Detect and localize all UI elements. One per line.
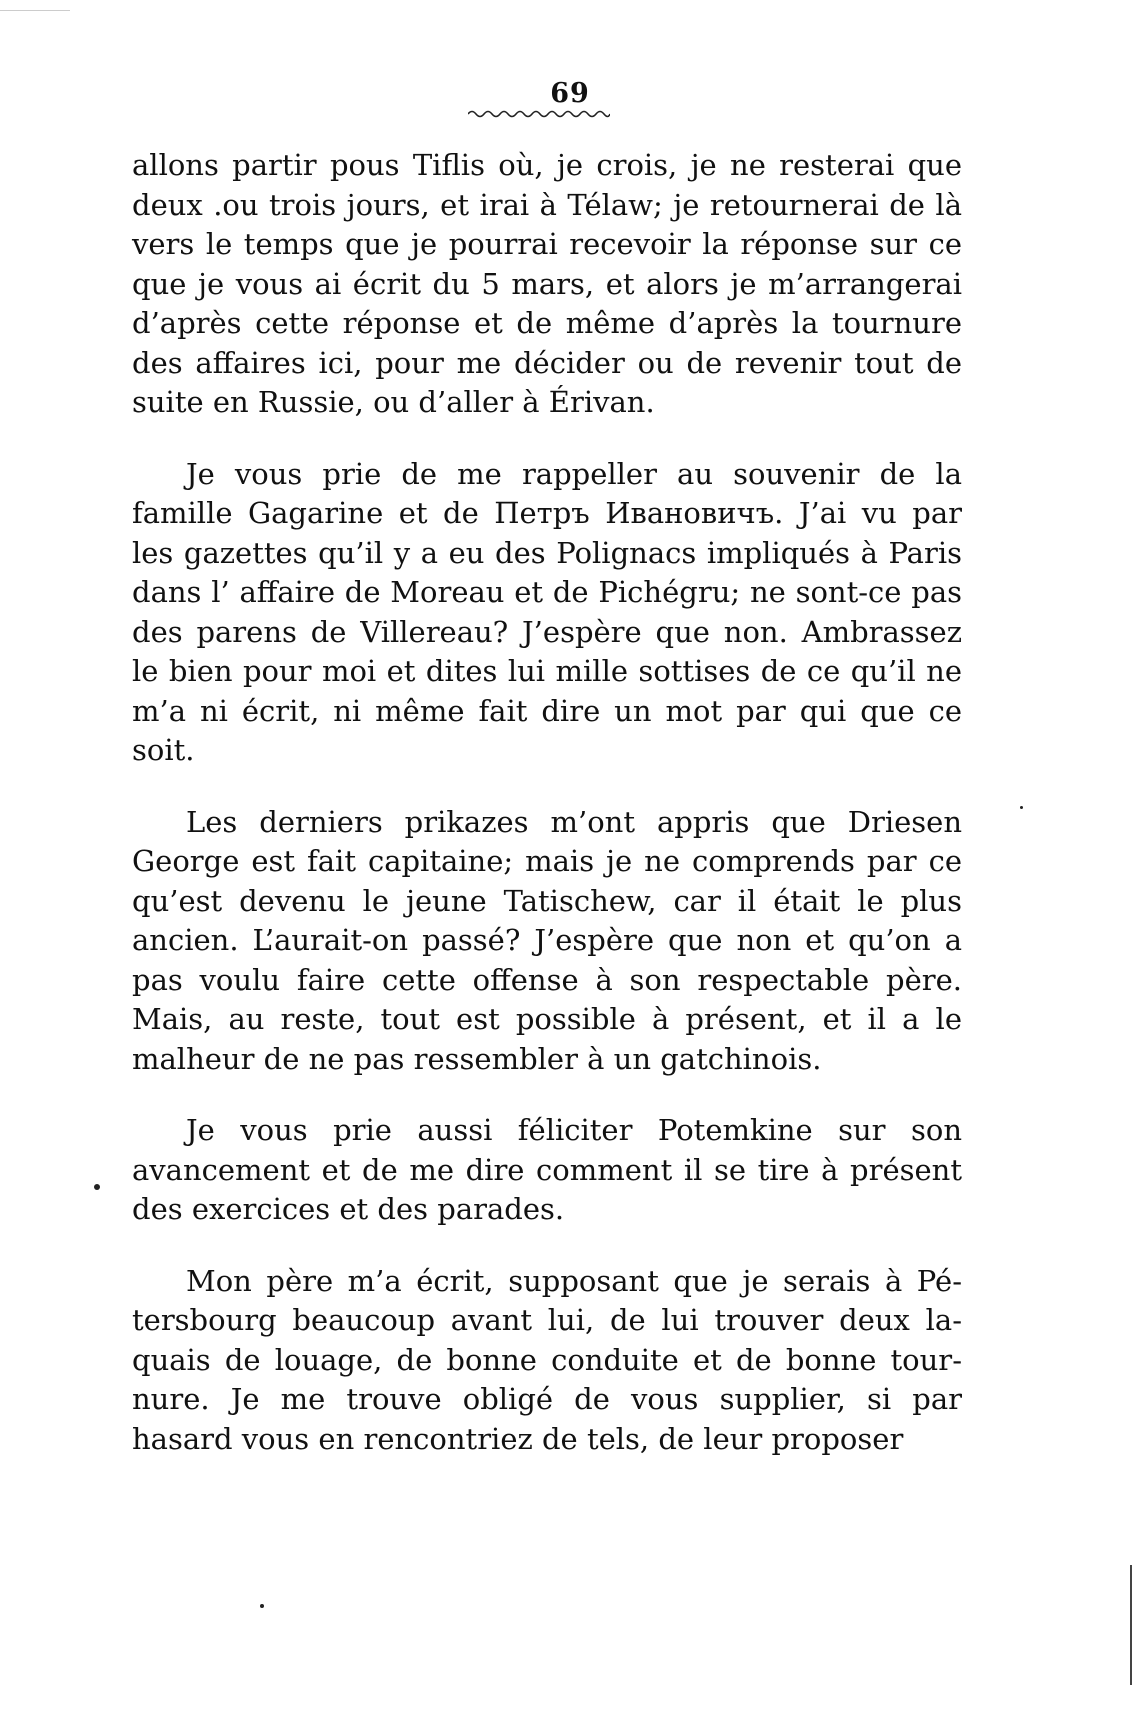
wavy-rule-ornament	[468, 107, 610, 121]
paragraph-5: Mon père m’a écrit, supposant que je serais à Pétersbourg beaucoup avant lui, de lui trouver deux laquais de louage, de bonne conduite et de bonne tournure. Je me trouve obligé de vous supplier, si par hasard vous en rencontriez de tels, de leur proposer	[132, 1263, 962, 1456]
paragraph-1: allons partir pous Tiflis où, je crois, je ne resterai que deux .ou trois jours, et irai à Télaw; je retournerai de là vers le temps que je pourrai recevoir la réponse sur ce que je vous ai écrit du 5 mars, et alors je m’arrangerai d’après cette réponse et de même d’après la tournure des affaires ici, pour me décider ou de revenir tout de suite en Russie, ou d’aller à Érivan.	[132, 148, 962, 419]
paragraph-2: Je vous prie de me rappeller au souvenir de la famille Gagarine et de Петръ Ивановичъ. J’ai vu par les gazettes qu’il y a eu des Polignacs impliqués à Paris dans l’ affaire de Moreau et de Pichégru; ne sont-ce pas des parens de Villereau? J’espère que non. Ambrassez le bien pour moi et dites lui mille sottises de ce qu’il ne m’a ni écrit, ni même fait dire un mot par qui que ce soit.	[132, 456, 962, 767]
scan-edge-mark	[1130, 1565, 1132, 1685]
scan-edge-mark	[0, 10, 70, 11]
ink-speck	[94, 1184, 100, 1190]
ink-speck	[260, 1604, 264, 1608]
body-text	[132, 146, 962, 1459]
page-number: 69	[550, 78, 590, 109]
paragraph-4: Je vous prie aussi féliciter Potemkine sur son avancement et de me dire comment il se tire à présent des exercices et des parades.	[132, 1113, 962, 1226]
ink-speck	[1020, 806, 1023, 809]
paragraph-3: Les derniers prikazes m’ont appris que Driesen George est fait capitaine; mais je ne comprends par ce qu’est devenu le jeune Tatischew, car il était le plus ancien. L’aurait-on passé? J’espère que non et qu’on a pas voulu faire cette offense à son respectable père. Mais, au reste, tout est possible à présent, et il a le malheur de ne pas ressembler à un gatchinois.	[132, 804, 962, 1076]
